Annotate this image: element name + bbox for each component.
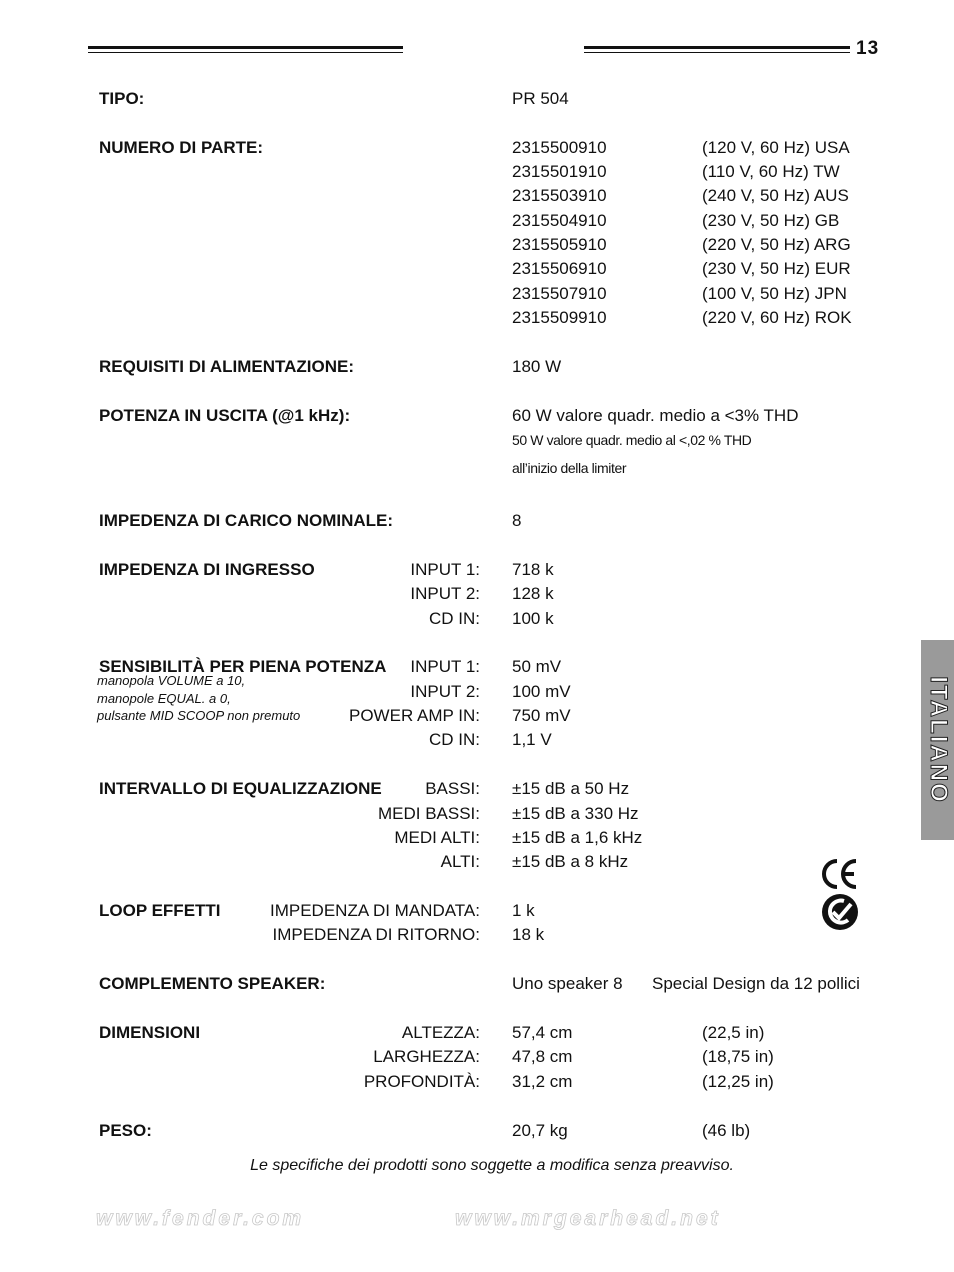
output-power-label: POTENZA IN USCITA (@1 kHz): <box>99 406 351 425</box>
dimensions-sub: LARGHEZZA: <box>373 1047 480 1066</box>
sensitivity-sub: CD IN: <box>429 730 480 749</box>
power-requirements-value: 180 W <box>512 357 562 376</box>
dimensions-cm: 47,8 cm <box>512 1047 573 1066</box>
dimensions-cm: 57,4 cm <box>512 1023 573 1042</box>
dimensions-label: DIMENSIONI <box>99 1023 201 1042</box>
output-power-value-3: all’inizio della limiter <box>512 460 627 476</box>
weight-kg: 20,7 kg <box>512 1121 568 1140</box>
part-code: 2315501910 <box>512 162 607 181</box>
part-desc: (240 V, 50 Hz) AUS <box>702 186 849 205</box>
sensitivity-label: SENSIBILITÀ PER PIENA POTENZA <box>99 657 387 676</box>
input-impedance-value: 128 k <box>512 584 554 603</box>
effects-loop-value: 18 k <box>512 925 545 944</box>
part-desc: (230 V, 50 Hz) EUR <box>702 259 851 278</box>
part-code: 2315504910 <box>512 211 607 230</box>
part-desc: (100 V, 50 Hz) JPN <box>702 284 847 303</box>
eq-range-sub: MEDI BASSI: <box>377 804 480 823</box>
c-tick-mark-icon <box>820 893 860 931</box>
effects-loop-value: 1 k <box>512 901 535 920</box>
eq-range-sub: BASSI: <box>425 779 480 798</box>
sensitivity-sub: INPUT 2: <box>410 682 480 701</box>
language-tab-label: ITALIANO <box>924 676 952 804</box>
header-rule-left <box>88 46 403 49</box>
effects-loop-label: LOOP EFFETTI <box>99 901 221 920</box>
tipo-value: PR 504 <box>512 89 569 108</box>
speaker-extra: Special Design da 12 pollici <box>652 974 860 993</box>
dimensions-in: (12,25 in) <box>702 1072 774 1091</box>
weight-lb: (46 lb) <box>702 1121 751 1140</box>
load-impedance-label: IMPEDENZA DI CARICO NOMINALE: <box>99 511 394 530</box>
eq-range-value: ±15 dB a 330 Hz <box>512 804 639 823</box>
eq-range-sub: ALTI: <box>440 852 480 871</box>
page-number: 13 <box>856 38 880 59</box>
input-impedance-value: 718 k <box>512 560 554 579</box>
speaker-value: Uno speaker 8 <box>512 974 623 993</box>
disclaimer: Le specifiche dei prodotti sono soggette a modifica senza preavviso. <box>250 1157 734 1174</box>
sensitivity-value: 50 mV <box>512 657 562 676</box>
load-impedance-value: 8 <box>512 511 522 530</box>
sensitivity-value: 100 mV <box>512 682 571 701</box>
part-desc: (120 V, 60 Hz) USA <box>702 138 850 157</box>
power-requirements-label: REQUISITI DI ALIMENTAZIONE: <box>99 357 354 376</box>
speaker-label: COMPLEMENTO SPEAKER: <box>99 974 326 993</box>
eq-range-value: ±15 dB a 8 kHz <box>512 852 629 871</box>
dimensions-sub: ALTEZZA: <box>401 1023 480 1042</box>
weight-label: PESO: <box>99 1121 152 1140</box>
dimensions-cm: 31,2 cm <box>512 1072 573 1091</box>
dimensions-sub: PROFONDITÀ: <box>363 1072 480 1091</box>
dimensions-in: (18,75 in) <box>702 1047 774 1066</box>
eq-range-label: INTERVALLO DI EQUALIZZAZIONE <box>99 779 382 798</box>
part-desc: (230 V, 50 Hz) GB <box>702 211 840 230</box>
part-code: 2315503910 <box>512 186 607 205</box>
effects-loop-sub: IMPEDENZA DI RITORNO: <box>272 925 480 944</box>
language-tab <box>921 640 954 840</box>
sensitivity-note: manopola VOLUME a 10, <box>97 673 246 688</box>
effects-loop-sub: IMPEDENZA DI MANDATA: <box>269 901 480 920</box>
input-impedance-sub: INPUT 2: <box>410 584 480 603</box>
input-impedance-sub: INPUT 1: <box>410 560 480 579</box>
part-number-label: NUMERO DI PARTE: <box>99 138 264 157</box>
eq-range-sub: MEDI ALTI: <box>394 828 480 847</box>
input-impedance-value: 100 k <box>512 609 554 628</box>
sensitivity-value: 1,1 V <box>512 730 552 749</box>
output-power-value: 60 W valore quadr. medio a <3% THD <box>512 406 799 425</box>
sensitivity-note: manopole EQUAL. a 0, <box>97 691 231 706</box>
footer-url-mrgearhead: www.mrgearhead.net <box>455 1207 721 1230</box>
eq-range-value: ±15 dB a 50 Hz <box>512 779 630 798</box>
eq-range-value: ±15 dB a 1,6 kHz <box>512 828 643 847</box>
sensitivity-value: 750 mV <box>512 706 571 725</box>
part-code: 2315500910 <box>512 138 607 157</box>
header-rule-right <box>584 46 850 49</box>
part-desc: (110 V, 60 Hz) TW <box>702 162 840 181</box>
part-code: 2315506910 <box>512 259 607 278</box>
sensitivity-sub: POWER AMP IN: <box>349 706 480 725</box>
part-desc: (220 V, 60 Hz) ROK <box>702 308 852 327</box>
tipo-label: TIPO: <box>99 89 145 108</box>
part-desc: (220 V, 50 Hz) ARG <box>702 235 851 254</box>
sensitivity-note: pulsante MID SCOOP non premuto <box>97 708 301 723</box>
input-impedance-sub: CD IN: <box>429 609 480 628</box>
sensitivity-sub: INPUT 1: <box>410 657 480 676</box>
output-power-value-2: 50 W valore quadr. medio al <,02 % THD <box>512 432 752 448</box>
input-impedance-label: IMPEDENZA DI INGRESSO <box>99 560 315 579</box>
dimensions-in: (22,5 in) <box>702 1023 765 1042</box>
part-code: 2315505910 <box>512 235 607 254</box>
footer-url-fender: www.fender.com <box>96 1207 305 1230</box>
part-code: 2315507910 <box>512 284 607 303</box>
ce-mark-icon <box>820 857 860 891</box>
part-code: 2315509910 <box>512 308 607 327</box>
